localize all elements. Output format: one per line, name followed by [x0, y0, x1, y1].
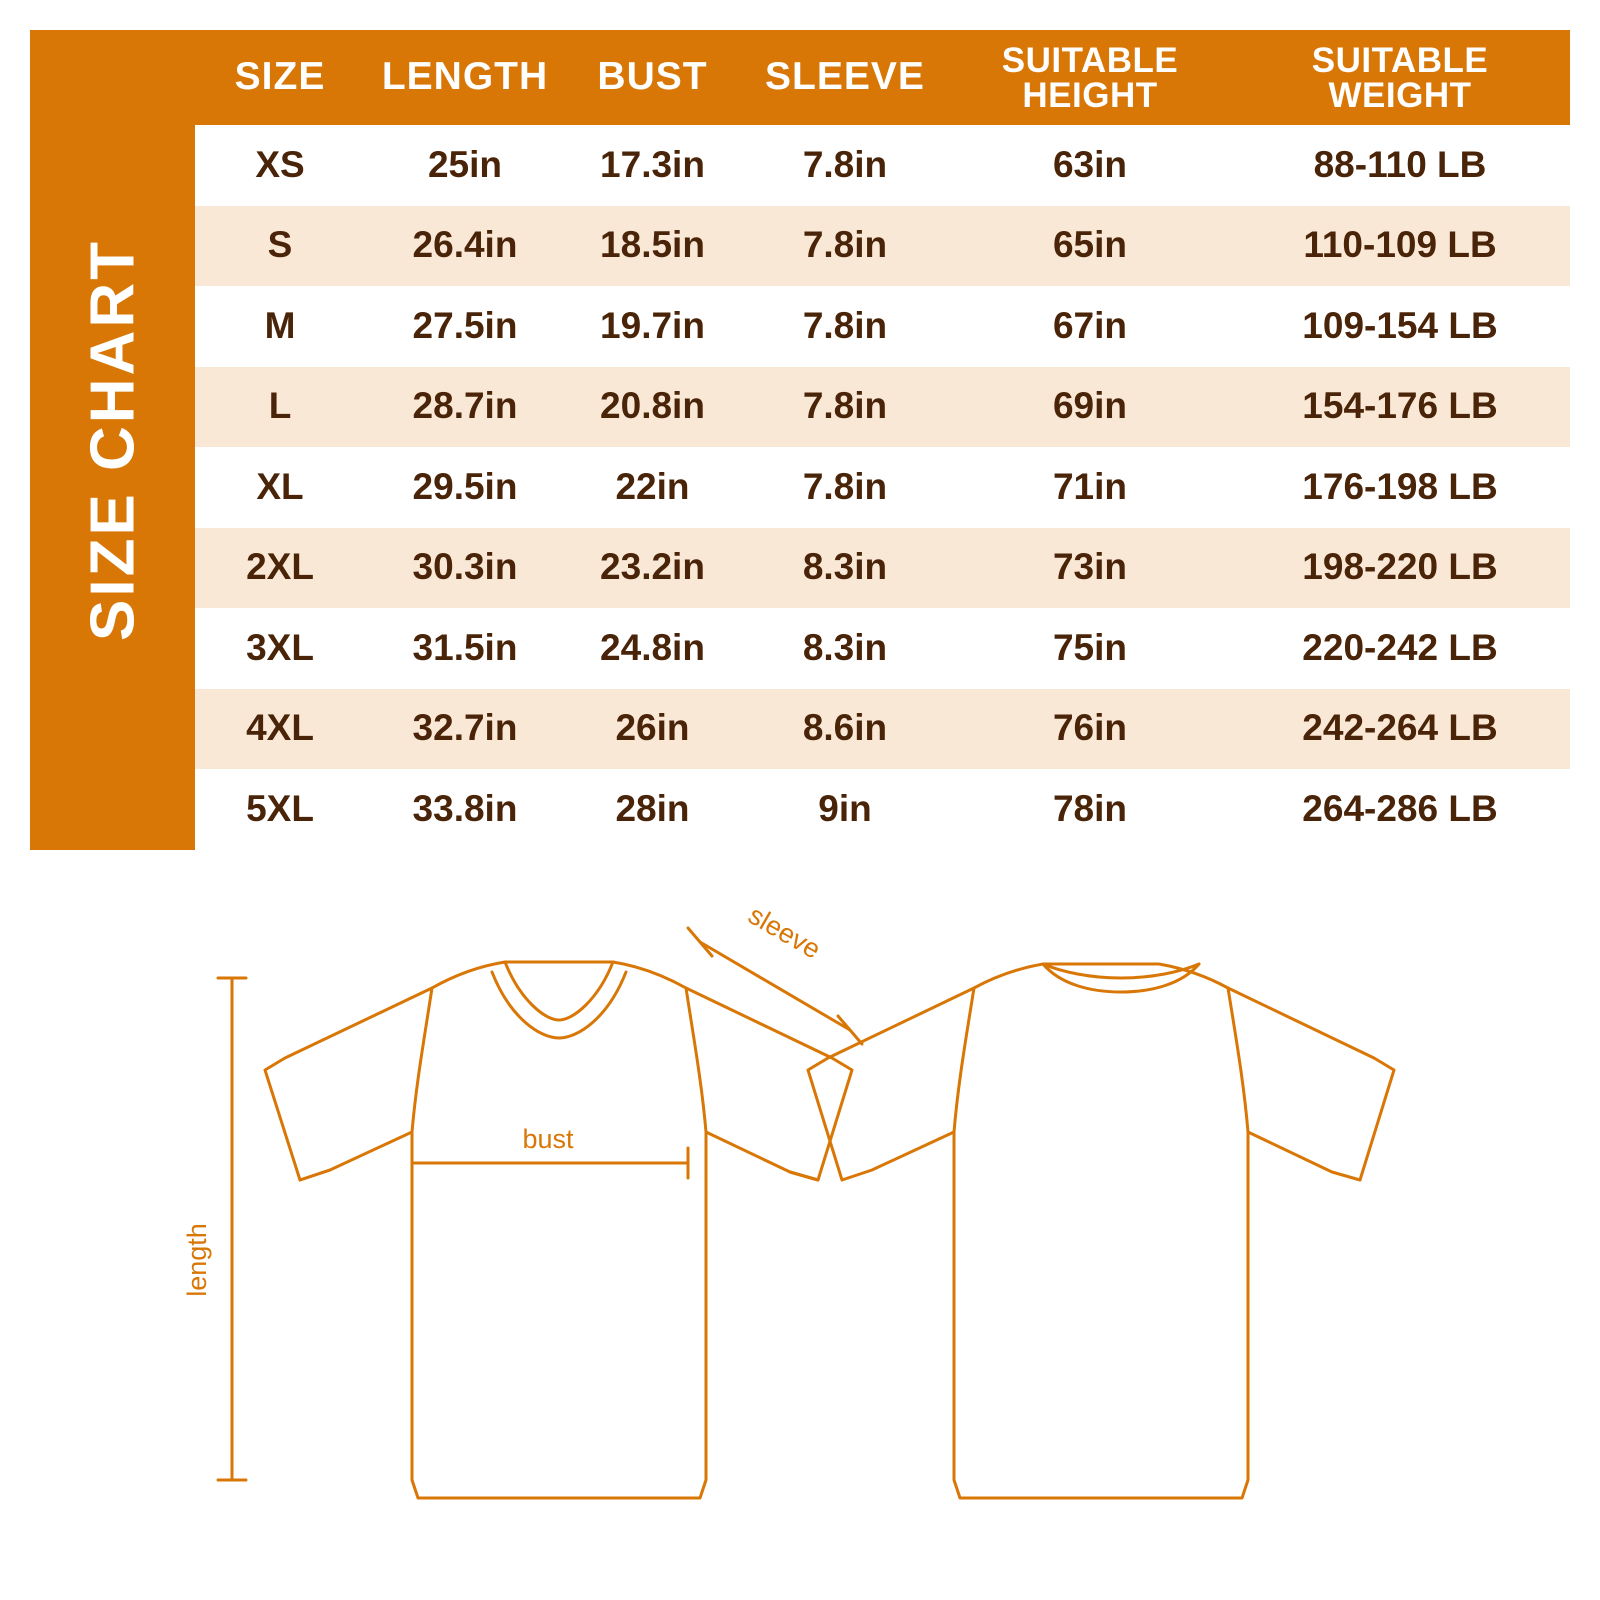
cell-height: 76in: [1052, 707, 1128, 749]
cell-sleeve: 9in: [818, 787, 872, 829]
column-header-size: SIZE: [234, 55, 326, 99]
cell-size: M: [264, 304, 296, 346]
cell-sleeve: 7.8in: [802, 465, 888, 507]
cell-size: XL: [256, 465, 304, 507]
cell-length: 27.5in: [412, 304, 518, 346]
cell-length: 25in: [427, 143, 503, 185]
cell-bust: 26in: [615, 707, 690, 749]
cell-weight: 176-198 LB: [1302, 465, 1498, 507]
cell-length: 26.4in: [412, 224, 518, 266]
cell-length: 32.7in: [412, 707, 518, 749]
bust-label: bust: [522, 1124, 574, 1154]
sleeve-label: sleeve: [743, 899, 826, 965]
cell-size: 2XL: [246, 546, 314, 588]
tshirt-diagram: [0, 880, 1600, 1580]
cell-sleeve: 8.6in: [802, 707, 888, 749]
table-header-row: [195, 30, 1570, 125]
table-row: [195, 447, 1570, 528]
cell-length: 31.5in: [412, 626, 518, 668]
column-header-suitable-height-line2: HEIGHT: [1022, 75, 1158, 115]
cell-weight: 220-242 LB: [1302, 626, 1498, 668]
column-header-suitable-height: [950, 40, 1230, 115]
column-header-suitable-height-line1: SUITABLE: [1001, 40, 1179, 80]
cell-size: L: [268, 385, 292, 427]
cell-length: 30.3in: [412, 546, 518, 588]
cell-bust: 18.5in: [600, 224, 705, 266]
cell-weight: 88-110 LB: [1313, 143, 1487, 185]
size-chart-side-label: [30, 30, 195, 850]
size-chart-panel: [30, 30, 1570, 850]
cell-length: 29.5in: [412, 465, 518, 507]
column-header-suitable-weight: [1230, 40, 1570, 115]
cell-size: 5XL: [246, 787, 314, 829]
sleeve-dimension: [688, 928, 862, 1044]
page-title: SIZE CHART: [78, 239, 147, 641]
tshirt-front-outline: [265, 962, 852, 1498]
cell-sleeve: 7.8in: [802, 385, 888, 427]
table-row: [195, 608, 1570, 689]
cell-weight: 109-154 LB: [1302, 304, 1498, 346]
cell-height: 73in: [1052, 546, 1128, 588]
column-header-suitable-weight-line2: WEIGHT: [1328, 75, 1472, 115]
table-row: [195, 125, 1570, 206]
cell-height: 69in: [1052, 385, 1128, 427]
cell-size: XS: [255, 143, 305, 185]
cell-height: 65in: [1052, 224, 1128, 266]
table-row: [195, 769, 1570, 850]
table-row: [195, 367, 1570, 448]
cell-sleeve: 8.3in: [802, 626, 888, 668]
size-chart-table: [195, 30, 1570, 850]
cell-size: 4XL: [246, 707, 314, 749]
cell-weight: 198-220 LB: [1302, 546, 1498, 588]
cell-bust: 22in: [615, 465, 690, 507]
table-row: [195, 689, 1570, 770]
cell-height: 75in: [1052, 626, 1128, 668]
cell-height: 67in: [1052, 304, 1128, 346]
cell-length: 28.7in: [412, 385, 518, 427]
cell-bust: 19.7in: [600, 304, 705, 346]
cell-sleeve: 7.8in: [802, 304, 888, 346]
cell-bust: 28in: [615, 787, 690, 829]
cell-height: 63in: [1052, 143, 1128, 185]
column-header-sleeve: SLEEVE: [765, 55, 925, 99]
cell-height: 71in: [1052, 465, 1128, 507]
cell-bust: 17.3in: [600, 143, 705, 185]
cell-weight: 242-264 LB: [1302, 707, 1498, 749]
cell-size: 3XL: [246, 626, 314, 668]
length-label: length: [182, 1223, 212, 1297]
cell-weight: 154-176 LB: [1302, 385, 1498, 427]
table-row: [195, 206, 1570, 287]
tshirt-back-outline: [808, 964, 1394, 1498]
table-row: [195, 528, 1570, 609]
column-header-suitable-weight-line1: SUITABLE: [1311, 40, 1489, 80]
length-dimension: [218, 978, 246, 1480]
cell-sleeve: 7.8in: [802, 143, 888, 185]
column-header-bust: BUST: [597, 55, 708, 99]
cell-weight: 110-109 LB: [1303, 224, 1497, 266]
cell-bust: 23.2in: [600, 546, 705, 588]
cell-bust: 24.8in: [600, 626, 705, 668]
cell-height: 78in: [1052, 787, 1128, 829]
cell-sleeve: 8.3in: [802, 546, 888, 588]
cell-sleeve: 7.8in: [802, 224, 888, 266]
cell-weight: 264-286 LB: [1302, 787, 1498, 829]
cell-bust: 20.8in: [600, 385, 705, 427]
table-row: [195, 286, 1570, 367]
cell-length: 33.8in: [412, 787, 518, 829]
column-header-length: LENGTH: [381, 55, 549, 99]
cell-size: S: [267, 224, 293, 266]
